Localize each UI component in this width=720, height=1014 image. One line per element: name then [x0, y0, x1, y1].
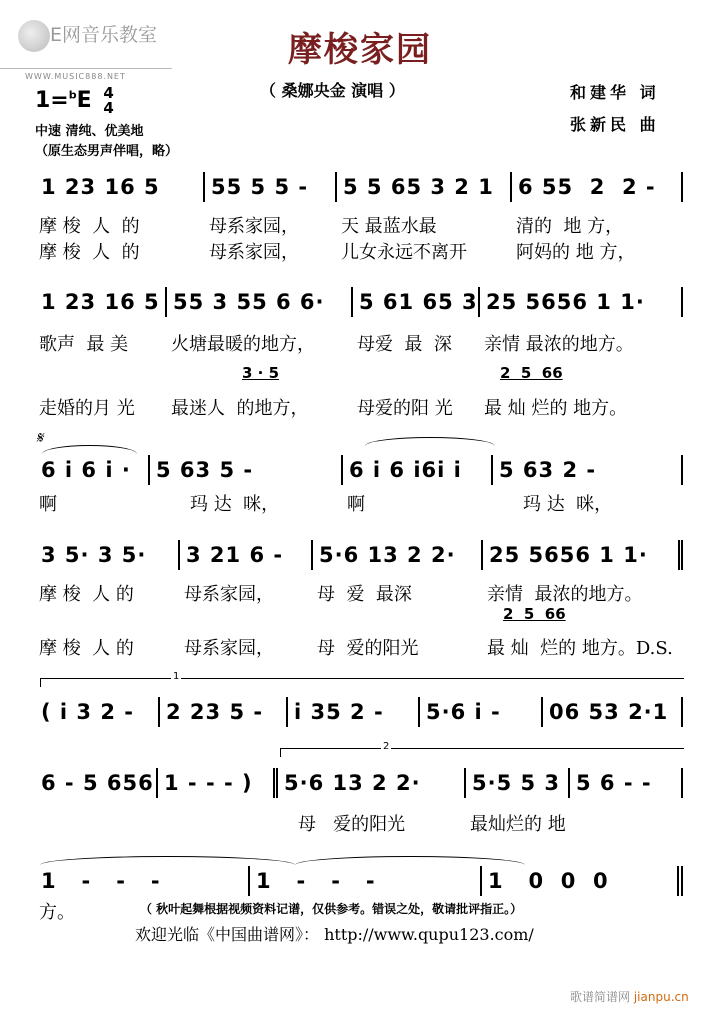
- lyric: 母系家园，: [184, 638, 274, 659]
- tie: [295, 856, 525, 865]
- time-signature: [103, 86, 113, 116]
- watermark-url: jianpu.cn: [633, 990, 689, 1004]
- measure: ( i 3 2 -: [35, 697, 160, 727]
- alt-note: 2 5 66: [500, 364, 563, 382]
- staff-row-6: [35, 768, 683, 798]
- performance-note: （原生态男声伴唱，略）: [35, 144, 179, 159]
- measure: 3 5· 3 5·: [35, 540, 180, 570]
- measure: 1 - - -: [250, 866, 482, 896]
- alt-note: [35, 605, 180, 623]
- logo-name: E网音乐教室: [50, 24, 158, 46]
- lyric: 阿妈的 地 方，: [516, 242, 636, 263]
- measure: 5·6 13 2 2·: [313, 540, 483, 570]
- lyrics-line: [35, 330, 683, 356]
- lyric: 母 爱 最深: [317, 584, 412, 605]
- key-signature: [35, 86, 114, 116]
- measure: 5·6 13 2 2·: [278, 768, 466, 798]
- alt-note: [180, 605, 313, 623]
- alt-note: [313, 605, 483, 623]
- measure: 5 6 - -: [570, 768, 683, 798]
- measure: 5·6 i -: [420, 697, 543, 727]
- measure: 1 - - - ): [158, 768, 278, 798]
- lyrics-line: [35, 490, 683, 516]
- lyrics-line: [35, 634, 683, 660]
- alternate-notes: [35, 605, 683, 623]
- volta-number: 1: [173, 671, 180, 682]
- lyric: 母系家园，: [209, 242, 299, 263]
- lyrics-line: [35, 810, 683, 836]
- measure: 06 53 2·1: [543, 697, 683, 727]
- composer: 张新民 曲: [570, 115, 660, 134]
- measure: 3 21 6 -: [180, 540, 313, 570]
- lyric: 母爱 最 深: [357, 334, 452, 355]
- measure: 2 23 5 -: [160, 697, 288, 727]
- volta-bracket-2: [280, 741, 684, 757]
- performer: （ 桑娜央金 演唱 ）: [260, 81, 405, 100]
- measure: 55 5 5 -: [205, 172, 337, 202]
- tie: [40, 856, 295, 865]
- lyric: 玛 达 咪，: [523, 494, 613, 515]
- lyric: 母系家园，: [184, 584, 274, 605]
- measure: 6 55 2 2 -: [512, 172, 683, 202]
- lyric: 亲情 最浓的地方。: [487, 584, 643, 605]
- logo-url: WWW.MUSIC888.NET: [25, 72, 126, 81]
- volta-bracket-1: [40, 671, 684, 687]
- measure: 25 5656 1 1·: [480, 287, 683, 317]
- staff-row-1: [35, 172, 683, 202]
- lyric: 啊: [347, 494, 365, 515]
- welcome-link[interactable]: 欢迎光临《中国曲谱网》： http://www.qupu123.com/: [135, 925, 534, 944]
- lyric: 啊: [39, 494, 57, 515]
- measure: 5 61 65 3: [353, 287, 480, 317]
- alternate-notes: [35, 364, 683, 382]
- lyrics-line: [35, 238, 683, 264]
- measure: 5·5 5 3: [466, 768, 570, 798]
- measure: 6 - 5 656: [35, 768, 158, 798]
- lyric: 摩 梭 人 的: [39, 242, 140, 263]
- lyric: [35, 810, 158, 836]
- staff-row-4: [35, 540, 683, 570]
- time-bottom: 4: [103, 99, 114, 117]
- measure: 25 5656 1 1·: [483, 540, 683, 570]
- measure: 1 - - -: [35, 866, 250, 896]
- tempo-marking: 中速 清纯、优美地: [35, 124, 144, 139]
- watermark-cn: 歌谱简谱网: [570, 990, 631, 1004]
- lyrics-line: [35, 394, 683, 420]
- measure: 55 3 55 6 6·: [167, 287, 353, 317]
- lyric: 母爱的阳 光: [357, 398, 453, 419]
- lyric: [570, 810, 683, 836]
- lyric: 摩 梭 人 的: [39, 584, 134, 605]
- volta-number: 2: [383, 741, 390, 752]
- lyric: 方。: [39, 902, 75, 923]
- final-measure: 1 0 0 0: [482, 866, 683, 896]
- flat-sign: b: [68, 88, 77, 102]
- staff-row-2: [35, 287, 683, 317]
- lyricist: 和建华 词: [570, 83, 660, 102]
- slur: [365, 437, 495, 446]
- alt-note: [353, 364, 480, 382]
- alt-note: 3 · 5: [242, 364, 280, 382]
- measure: 5 63 2 -: [493, 455, 683, 485]
- disclaimer: （ 秋叶起舞根据视频资料记谱，仅供参考。错误之处，敬请批评指正。）: [140, 902, 523, 916]
- lyric: 清的 地 方，: [516, 216, 624, 237]
- lyric: 歌声 最 美: [39, 334, 129, 355]
- measure: 1 23 16 5: [35, 287, 167, 317]
- key-prefix: 1=: [35, 88, 69, 113]
- song-title: 摩梭家园: [288, 30, 432, 70]
- lyric: 摩 梭 人 的: [39, 638, 134, 659]
- lyric: 母系家园，: [209, 216, 299, 237]
- lyric: 天 最蓝水最: [341, 216, 437, 237]
- time-top: 4: [103, 84, 114, 102]
- staff-row-3: [35, 455, 683, 485]
- lyric: [158, 810, 278, 836]
- measure: 5 5 65 3 2 1: [337, 172, 512, 202]
- measure: 6 i 6 i ·: [35, 455, 150, 485]
- alt-note: 2 5 66: [503, 605, 566, 623]
- lyric: 走婚的月 光: [39, 398, 135, 419]
- key-note: E: [76, 88, 92, 113]
- lyric: 最迷人 的地方，: [171, 398, 309, 419]
- lyric: 最 灿 烂的 地方。: [484, 398, 628, 419]
- lyric: 亲情 最浓的地方。: [484, 334, 634, 355]
- lyric: 玛 达 咪，: [190, 494, 280, 515]
- alt-note: [35, 364, 167, 382]
- lyric: 火塘最暖的地方，: [171, 334, 315, 355]
- staff-row-7: [35, 866, 683, 896]
- lyric: 母 爱的阳光: [317, 638, 419, 659]
- lyric: 最灿烂的 地: [470, 814, 566, 835]
- measure: 5 63 5 -: [150, 455, 343, 485]
- lyric: 儿女永远不离开: [341, 242, 467, 263]
- segno-sign: 𝄋: [36, 428, 43, 447]
- lyrics-line: [35, 580, 683, 606]
- measure: 6 i 6 i6i i: [343, 455, 493, 485]
- watermark-bottom: [570, 988, 689, 1005]
- lyrics-line: [35, 212, 683, 238]
- lyric: 母 爱的阳光: [298, 814, 406, 835]
- lyric: 摩 梭 人 的: [39, 216, 140, 237]
- measure: i 35 2 -: [288, 697, 420, 727]
- lyric: 最 灿 烂的 地方。D.S.: [487, 638, 673, 659]
- slur: [42, 445, 137, 454]
- staff-row-5: [35, 697, 683, 727]
- measure: 1 23 16 5: [35, 172, 205, 202]
